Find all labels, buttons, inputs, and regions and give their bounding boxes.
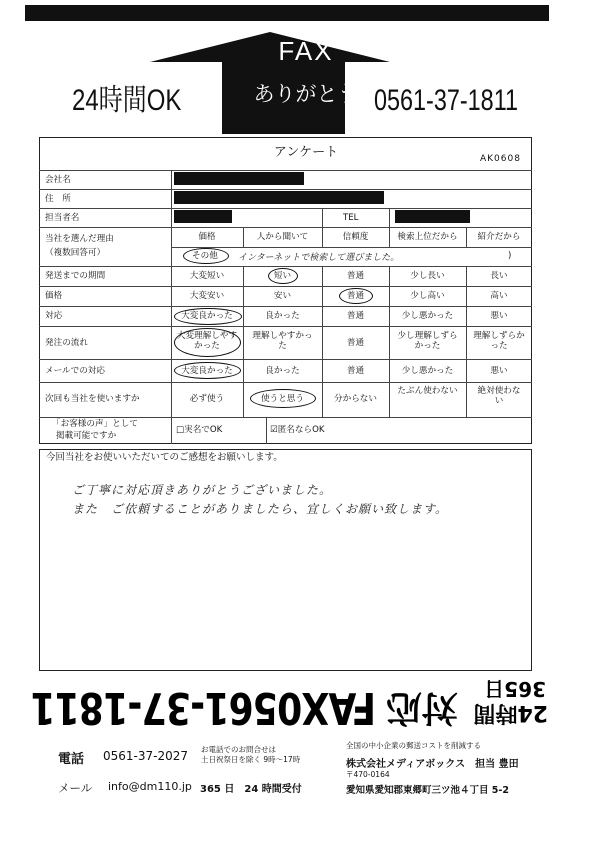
q2-option: 少し長い xyxy=(410,271,445,281)
q2-option: 大変短い xyxy=(189,271,225,281)
q6-option: 普通 xyxy=(346,366,365,376)
q3-label: 価格 xyxy=(45,291,63,301)
upside-down-fax-banner xyxy=(31,677,548,739)
q5-option: 理解しずらかった xyxy=(473,331,525,352)
q7-option: 必ず使う xyxy=(189,394,225,404)
q6-option: 良かった xyxy=(265,366,300,376)
fax-title: FAX xyxy=(278,36,334,66)
thanks-text: ありがとう xyxy=(253,82,359,106)
address-label: 住 所 xyxy=(45,194,71,204)
q2-option: 長い xyxy=(490,271,508,281)
q6-label: メールでの対応 xyxy=(45,366,105,376)
q4-option: 普通 xyxy=(346,311,365,321)
q1-option: 信頼度 xyxy=(342,232,369,242)
banner-fax-number: FAX0561-37-1811 xyxy=(31,682,376,733)
q4-option: 大変良かった xyxy=(181,311,233,321)
circle-mark xyxy=(339,288,373,304)
fax-number: 0561-37-1811 xyxy=(374,84,518,117)
q7-option: 使うと思う xyxy=(261,394,304,404)
q3-option: 少し高い xyxy=(410,291,445,301)
q7-label: 次回も当社を使いますか xyxy=(45,394,140,404)
circle-mark xyxy=(250,389,316,408)
q2-option: 短い xyxy=(273,271,292,281)
q1-option: 検索上位だから xyxy=(397,232,458,242)
phone-note-1: お電話でのお問合せは xyxy=(201,745,276,754)
q3-option: 安い xyxy=(273,291,292,301)
q6-option: 大変良かった xyxy=(181,366,233,376)
q4-label: 対応 xyxy=(45,311,63,321)
banner-taiou: 対応 xyxy=(385,687,458,728)
q7-option: 分からない xyxy=(334,394,377,404)
q4-option: 悪い xyxy=(490,311,508,321)
phone-label: 電話 xyxy=(58,752,85,767)
banner-hours: 24時間 xyxy=(473,700,548,725)
q1-option: 人から聞いて xyxy=(256,232,309,242)
mail-label: メール xyxy=(58,781,93,795)
redacted-address xyxy=(174,191,384,204)
mail-address[interactable]: info@dm110.jp xyxy=(108,780,192,793)
hours-ok-text: 24時間OK xyxy=(72,84,182,117)
q4-option: 良かった xyxy=(265,311,300,321)
q6-option: 少し悪かった xyxy=(401,366,454,376)
form-code: AK0608 xyxy=(480,154,521,164)
q5-label: 発注の流れ xyxy=(45,338,88,348)
phone-number[interactable]: 0561-37-2027 xyxy=(103,749,189,763)
circle-mark xyxy=(174,308,242,325)
redacted-tel xyxy=(395,210,470,223)
company-address: 愛知県愛知郡東郷町三ツ池４丁目 5-2 xyxy=(346,785,509,796)
voice-option-anonymous[interactable]: ☑匿名ならOK xyxy=(270,425,325,435)
q1-other-answer: インターネットで検索して選びました。 xyxy=(238,253,400,263)
comment-line-1: ご丁寧に対応頂きありがとうございました。 xyxy=(72,483,333,497)
contact-label: 担当者名 xyxy=(45,213,80,223)
form-title: アンケート xyxy=(273,145,339,160)
company-name: 株式会社メディアボックス 担当 豊田 xyxy=(346,759,519,770)
q7-option: 絶対使わない xyxy=(477,386,521,407)
voice-option-realname[interactable]: □実名でOK xyxy=(176,425,223,435)
q5-option: 普通 xyxy=(346,338,365,348)
circle-mark xyxy=(268,268,298,284)
q2-option: 普通 xyxy=(346,271,365,281)
redacted-contact xyxy=(174,210,232,223)
comment-line-2: また ご依頼することがありましたら、宜しくお願い致します。 xyxy=(72,502,449,516)
q1-option: 価格 xyxy=(198,232,216,242)
q2-label: 発送までの期間 xyxy=(45,271,106,281)
company-label: 会社名 xyxy=(45,175,71,185)
q1-label: 当社を選んだ理由 xyxy=(45,234,114,244)
q7-option: たぶん使わない xyxy=(397,386,458,396)
phone-note-2: 土日祝祭日を除く 9時〜17時 xyxy=(201,755,301,764)
q1-other-label: その他 xyxy=(192,251,218,261)
company-zip: 〒470-0164 xyxy=(346,770,390,779)
q1-sublabel: （複数回答可） xyxy=(45,248,106,258)
q5-option: 理解しやすかった xyxy=(252,331,313,352)
q5-option: 大変理解しやすかった xyxy=(176,331,238,352)
redacted-company xyxy=(174,172,304,185)
q5-option: 少し理解しずらかった xyxy=(397,331,458,352)
tel-label: TEL xyxy=(343,213,359,223)
voice-label-2: 掲載可能ですか xyxy=(56,431,117,441)
voice-label: 「お客様の声」として xyxy=(52,419,138,429)
q1-other-close: ) xyxy=(508,251,512,261)
company-tagline: 全国の中小企業の郵送コストを削減する xyxy=(346,741,481,750)
q3-option: 大変安い xyxy=(189,291,225,301)
banner-365: 365日 xyxy=(484,677,546,701)
q3-option: 高い xyxy=(490,291,508,301)
q6-option: 悪い xyxy=(490,366,508,376)
mail-note: 365 日 24 時間受付 xyxy=(200,784,302,795)
circle-mark xyxy=(174,362,241,379)
circle-mark xyxy=(174,328,241,357)
q4-option: 少し悪かった xyxy=(401,311,454,321)
q1-option: 紹介だから xyxy=(477,232,521,242)
q3-option: 普通 xyxy=(346,291,365,301)
top-black-bar xyxy=(25,5,549,21)
comment-prompt: 今回当社をお使いいただいてのご感想をお願いします。 xyxy=(46,452,283,463)
